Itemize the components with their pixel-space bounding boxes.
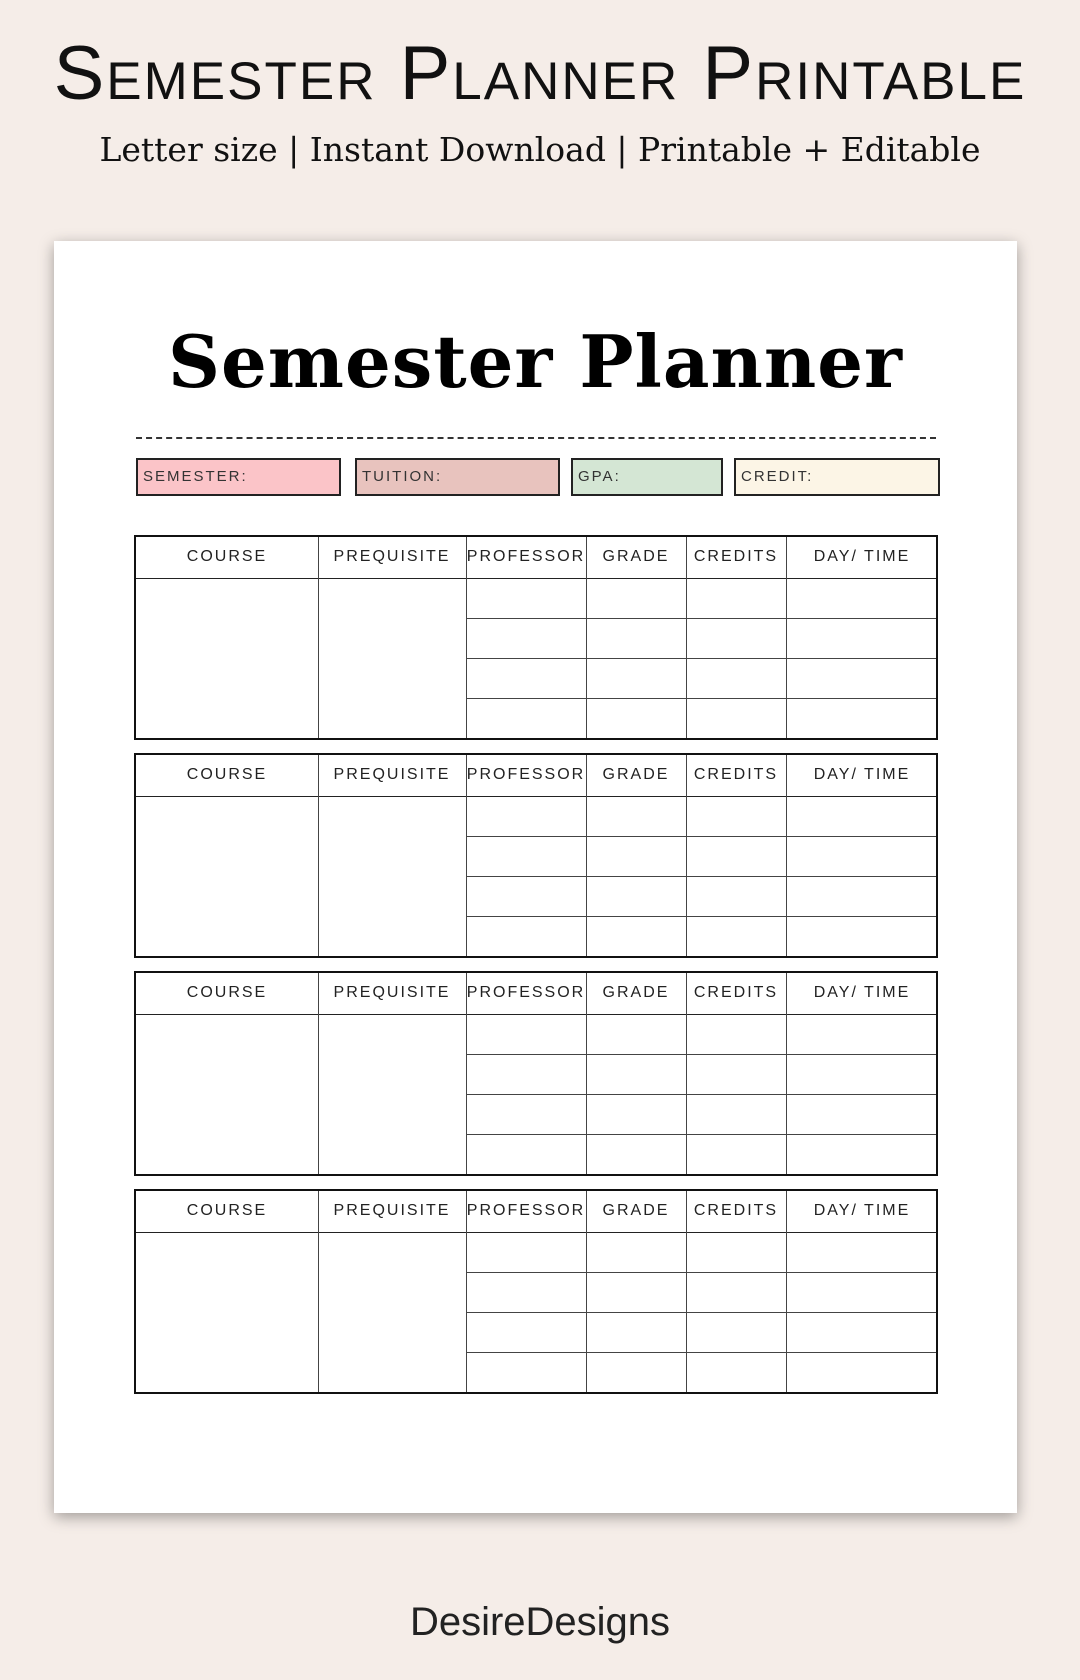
column-header: PREQUISITE [333, 1202, 451, 1219]
credits-cell[interactable] [687, 1353, 786, 1392]
column-header: GRADE [602, 548, 670, 565]
day-time-cell[interactable] [787, 1095, 938, 1134]
credit-field[interactable] [734, 458, 940, 496]
professor-cell[interactable] [467, 877, 586, 916]
column-header: COURSE [186, 984, 268, 1001]
column-header: PREQUISITE [333, 766, 451, 783]
day-time-cell[interactable] [787, 1015, 938, 1054]
grade-cell[interactable] [587, 917, 686, 956]
day-time-cell[interactable] [787, 579, 938, 618]
professor-cell[interactable] [467, 1273, 586, 1312]
column-header: CREDITS [693, 766, 779, 783]
gpa-field[interactable] [571, 458, 723, 496]
grade-cell[interactable] [587, 797, 686, 836]
credit-label: CREDIT: [741, 468, 814, 485]
column-header: PROFESSOR [466, 548, 586, 565]
course-cell[interactable] [136, 797, 318, 956]
grade-cell[interactable] [587, 1055, 686, 1094]
dashed-divider [136, 437, 936, 439]
planner-sheet [54, 241, 1017, 1513]
column-header: COURSE [186, 1202, 268, 1219]
professor-cell[interactable] [467, 797, 586, 836]
day-time-cell[interactable] [787, 837, 938, 876]
day-time-cell[interactable] [787, 877, 938, 916]
professor-cell[interactable] [467, 1233, 586, 1272]
course-table [134, 1189, 938, 1394]
brand-name: DesireDesigns [409, 1600, 671, 1644]
day-time-cell[interactable] [787, 1135, 938, 1174]
column-header: PREQUISITE [333, 548, 451, 565]
column-header: PROFESSOR [466, 766, 586, 783]
prerequisite-cell[interactable] [318, 579, 466, 738]
grade-cell[interactable] [587, 1015, 686, 1054]
credits-cell[interactable] [687, 917, 786, 956]
column-header: CREDITS [693, 984, 779, 1001]
column-header: DAY/ TIME [813, 984, 911, 1001]
gpa-label: GPA: [578, 468, 621, 485]
grade-cell[interactable] [587, 1353, 686, 1392]
grade-cell[interactable] [587, 877, 686, 916]
course-cell[interactable] [136, 1233, 318, 1392]
tuition-field[interactable] [355, 458, 560, 496]
professor-cell[interactable] [467, 1353, 586, 1392]
grade-cell[interactable] [587, 1233, 686, 1272]
grade-cell[interactable] [587, 1135, 686, 1174]
day-time-cell[interactable] [787, 1055, 938, 1094]
day-time-cell[interactable] [787, 659, 938, 698]
day-time-cell[interactable] [787, 1233, 938, 1272]
grade-cell[interactable] [587, 699, 686, 738]
column-header: PROFESSOR [466, 1202, 586, 1219]
professor-cell[interactable] [467, 1015, 586, 1054]
professor-cell[interactable] [467, 837, 586, 876]
day-time-cell[interactable] [787, 699, 938, 738]
day-time-cell[interactable] [787, 1353, 938, 1392]
credits-cell[interactable] [687, 797, 786, 836]
semester-label: SEMESTER: [143, 468, 248, 485]
day-time-cell[interactable] [787, 619, 938, 658]
credits-cell[interactable] [687, 1313, 786, 1352]
professor-cell[interactable] [467, 1313, 586, 1352]
column-header: COURSE [186, 548, 268, 565]
credits-cell[interactable] [687, 837, 786, 876]
credits-cell[interactable] [687, 619, 786, 658]
professor-cell[interactable] [467, 619, 586, 658]
credits-cell[interactable] [687, 1135, 786, 1174]
course-cell[interactable] [136, 1015, 318, 1174]
course-table [134, 753, 938, 958]
credits-cell[interactable] [687, 1233, 786, 1272]
column-header: DAY/ TIME [813, 548, 911, 565]
grade-cell[interactable] [587, 579, 686, 618]
sheet-title: Semester Planner [168, 319, 903, 404]
column-header: CREDITS [693, 548, 779, 565]
course-cell[interactable] [136, 579, 318, 738]
credits-cell[interactable] [687, 1273, 786, 1312]
banner-subtitle: Letter size | Instant Download | Printable + Editable [99, 130, 981, 169]
credits-cell[interactable] [687, 659, 786, 698]
day-time-cell[interactable] [787, 917, 938, 956]
professor-cell[interactable] [467, 659, 586, 698]
column-header: DAY/ TIME [813, 1202, 911, 1219]
prerequisite-cell[interactable] [318, 1233, 466, 1392]
column-header: GRADE [602, 984, 670, 1001]
column-header: PREQUISITE [333, 984, 451, 1001]
credits-cell[interactable] [687, 579, 786, 618]
column-header: PROFESSOR [466, 984, 586, 1001]
column-header: GRADE [602, 1202, 670, 1219]
grade-cell[interactable] [587, 659, 686, 698]
course-table [134, 535, 938, 740]
day-time-cell[interactable] [787, 1273, 938, 1312]
day-time-cell[interactable] [787, 797, 938, 836]
prerequisite-cell[interactable] [318, 797, 466, 956]
credits-cell[interactable] [687, 699, 786, 738]
column-header: DAY/ TIME [813, 766, 911, 783]
grade-cell[interactable] [587, 1313, 686, 1352]
grade-cell[interactable] [587, 1095, 686, 1134]
semester-field[interactable] [136, 458, 341, 496]
credits-cell[interactable] [687, 1055, 786, 1094]
column-header: CREDITS [693, 1202, 779, 1219]
professor-cell[interactable] [467, 1055, 586, 1094]
professor-cell[interactable] [467, 579, 586, 618]
day-time-cell[interactable] [787, 1313, 938, 1352]
grade-cell[interactable] [587, 619, 686, 658]
course-table [134, 971, 938, 1176]
column-header: GRADE [602, 766, 670, 783]
professor-cell[interactable] [467, 1135, 586, 1174]
credits-cell[interactable] [687, 1015, 786, 1054]
credits-cell[interactable] [687, 877, 786, 916]
grade-cell[interactable] [587, 837, 686, 876]
tuition-label: TUITION: [362, 468, 443, 485]
prerequisite-cell[interactable] [318, 1015, 466, 1174]
credits-cell[interactable] [687, 1095, 786, 1134]
column-header: COURSE [186, 766, 268, 783]
professor-cell[interactable] [467, 699, 586, 738]
professor-cell[interactable] [467, 917, 586, 956]
banner-title: Semester Planner Printable [53, 31, 1027, 116]
professor-cell[interactable] [467, 1095, 586, 1134]
grade-cell[interactable] [587, 1273, 686, 1312]
